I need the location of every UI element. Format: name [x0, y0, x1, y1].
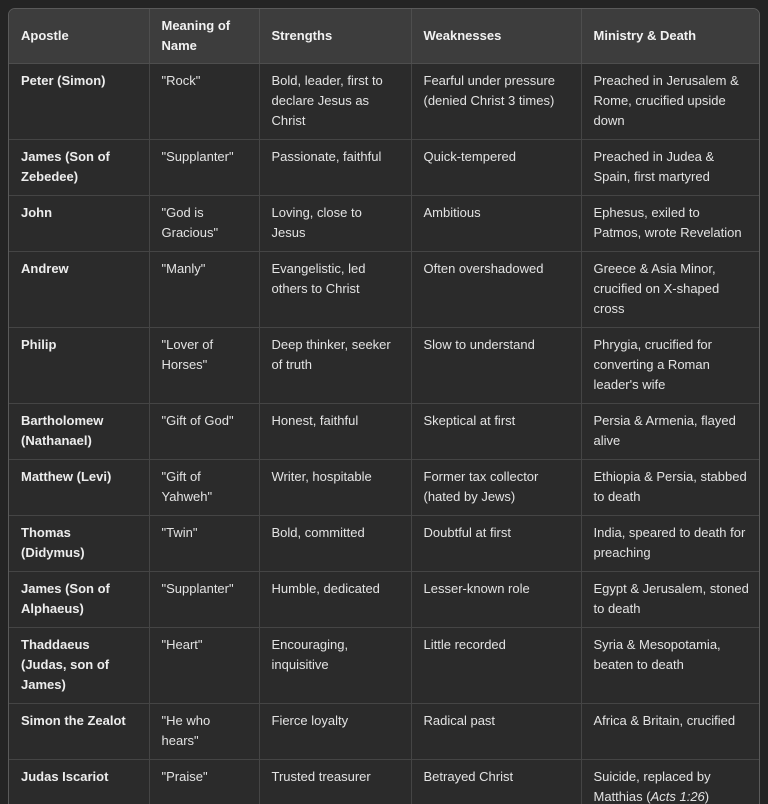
- table-cell: James (Son of Alphaeus): [9, 572, 149, 628]
- table-row: [9, 328, 760, 404]
- table-cell: "Twin": [149, 516, 259, 572]
- table-cell: Doubtful at first: [411, 516, 581, 572]
- table-cell: Ethiopia & Persia, stabbed to death: [581, 460, 760, 516]
- table-row: [9, 196, 760, 252]
- table-cell: Simon the Zealot: [9, 704, 149, 760]
- table-cell: "God is Gracious": [149, 196, 259, 252]
- apostles-table-container: [8, 8, 760, 804]
- table-cell: Judas Iscariot: [9, 760, 149, 804]
- table-cell: Loving, close to Jesus: [259, 196, 411, 252]
- table-cell: Little recorded: [411, 628, 581, 704]
- table-cell: Ambitious: [411, 196, 581, 252]
- table-cell: Africa & Britain, crucified: [581, 704, 760, 760]
- table-cell: Peter (Simon): [9, 64, 149, 140]
- table-cell: Syria & Mesopotamia, beaten to death: [581, 628, 760, 704]
- table-cell: "Gift of God": [149, 404, 259, 460]
- table-cell: Thaddaeus (Judas, son of James): [9, 628, 149, 704]
- table-cell: Humble, dedicated: [259, 572, 411, 628]
- table-cell: Phrygia, crucified for converting a Roman leader's wife: [581, 328, 760, 404]
- table-cell: Bartholomew (Nathanael): [9, 404, 149, 460]
- column-header-apostle: Apostle: [9, 9, 149, 64]
- table-cell: James (Son of Zebedee): [9, 140, 149, 196]
- table-cell: "Lover of Horses": [149, 328, 259, 404]
- table-header-row: [9, 9, 760, 64]
- table-cell: Matthew (Levi): [9, 460, 149, 516]
- table-cell: Encouraging, inquisitive: [259, 628, 411, 704]
- table-row: [9, 140, 760, 196]
- table-cell: "Supplanter": [149, 140, 259, 196]
- table-cell: Writer, hospitable: [259, 460, 411, 516]
- citation-italic-text: Acts 1:26: [650, 789, 705, 804]
- column-header-ministry-death: Ministry & Death: [581, 9, 760, 64]
- table-row: [9, 64, 760, 140]
- table-cell: Evangelistic, led others to Christ: [259, 252, 411, 328]
- table-row: [9, 760, 760, 804]
- table-cell: Skeptical at first: [411, 404, 581, 460]
- table-cell: Thomas (Didymus): [9, 516, 149, 572]
- table-cell: Deep thinker, seeker of truth: [259, 328, 411, 404]
- table-cell: "Praise": [149, 760, 259, 804]
- table-cell: Bold, leader, first to declare Jesus as Christ: [259, 64, 411, 140]
- table-cell: John: [9, 196, 149, 252]
- table-cell: Quick-tempered: [411, 140, 581, 196]
- table-cell: Philip: [9, 328, 149, 404]
- table-body: [9, 64, 760, 804]
- table-cell: Fierce loyalty: [259, 704, 411, 760]
- table-cell: Lesser-known role: [411, 572, 581, 628]
- table-row: [9, 252, 760, 328]
- table-cell: "Supplanter": [149, 572, 259, 628]
- table-cell: Radical past: [411, 704, 581, 760]
- table-cell: Ephesus, exiled to Patmos, wrote Revelation: [581, 196, 760, 252]
- table-cell: Preached in Judea & Spain, first martyred: [581, 140, 760, 196]
- table-row: [9, 404, 760, 460]
- table-cell: Often overshadowed: [411, 252, 581, 328]
- table-row: [9, 460, 760, 516]
- column-header-meaning-of-name: Meaning of Name: [149, 9, 259, 64]
- table-cell: "Gift of Yahweh": [149, 460, 259, 516]
- table-cell: "He who hears": [149, 704, 259, 760]
- table-cell: Egypt & Jerusalem, stoned to death: [581, 572, 760, 628]
- table-cell: Trusted treasurer: [259, 760, 411, 804]
- table-cell: Passionate, faithful: [259, 140, 411, 196]
- table-cell: Fearful under pressure (denied Christ 3 times): [411, 64, 581, 140]
- table-cell: Persia & Armenia, flayed alive: [581, 404, 760, 460]
- table-row: [9, 516, 760, 572]
- table-row: [9, 704, 760, 760]
- table-cell: "Rock": [149, 64, 259, 140]
- table-cell: India, speared to death for preaching: [581, 516, 760, 572]
- table-cell: Betrayed Christ: [411, 760, 581, 804]
- text-segment: ): [704, 789, 710, 804]
- apostles-table: [9, 9, 760, 804]
- table-cell: "Manly": [149, 252, 259, 328]
- table-cell: Honest, faithful: [259, 404, 411, 460]
- table-cell: [581, 760, 760, 804]
- table-cell: Andrew: [9, 252, 149, 328]
- table-cell: Bold, committed: [259, 516, 411, 572]
- text-segment: Suicide, replaced by Matthias (: [593, 769, 711, 804]
- table-cell: "Heart": [149, 628, 259, 704]
- table-row: [9, 572, 760, 628]
- table-cell: Former tax collector (hated by Jews): [411, 460, 581, 516]
- table-cell: Slow to understand: [411, 328, 581, 404]
- column-header-weaknesses: Weaknesses: [411, 9, 581, 64]
- table-cell: Greece & Asia Minor, crucified on X-shaped cross: [581, 252, 760, 328]
- table-row: [9, 628, 760, 704]
- table-cell: Preached in Jerusalem & Rome, crucified upside down: [581, 64, 760, 140]
- column-header-strengths: Strengths: [259, 9, 411, 64]
